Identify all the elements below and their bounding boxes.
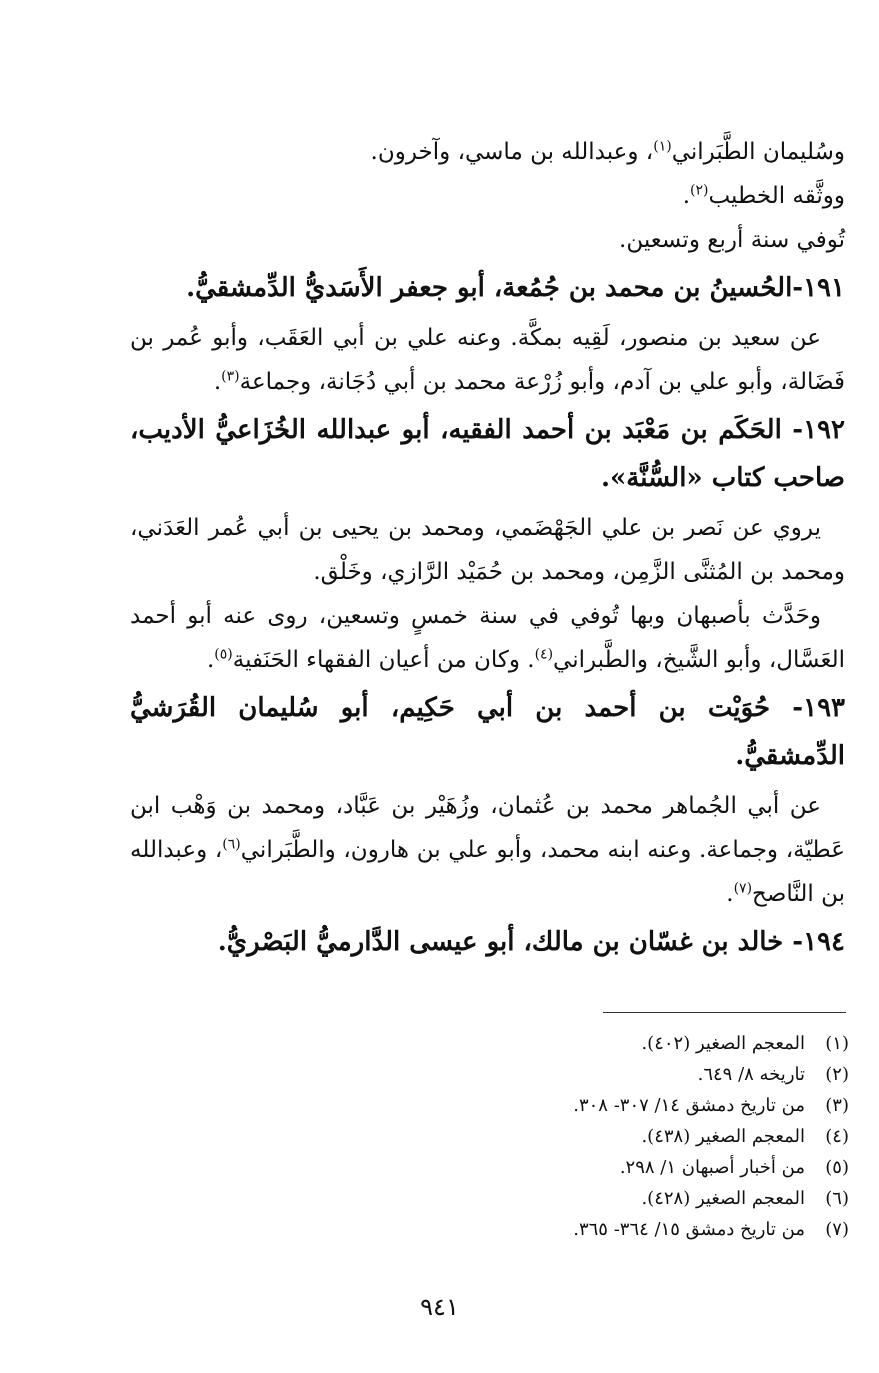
footnote-text: المعجم الصغير (٤٠٢).: [641, 1033, 805, 1054]
footnote-ref: (١): [653, 138, 672, 155]
footnote-text: من أخبار أصبهان ١/ ٢٩٨.: [619, 1157, 805, 1178]
footnote-divider: [603, 1012, 846, 1013]
page-body: [130, 130, 845, 970]
text-run: عن أبي الجُماهر محمد بن عُثمان، وزُهَيْر بن عَبَّاد، ومحمد بن وَهْب ابن عَطيّة، وجماعة. وعنه ابنه محمد، وأبو علي بن هارون، والطَّبَراني: [130, 793, 845, 863]
entry-paragraph-191: [130, 316, 845, 404]
footnote-item: [573, 1121, 849, 1152]
entry-heading-193: ١٩٣- حُوَيْت بن أحمد بن أبي حَكِيم، أبو سُليمان القُرَشيُّ الدِّمشقيُّ.: [130, 693, 846, 771]
text-run: ، وعبدالله بن ماسي، وآخرون.: [370, 139, 654, 165]
footnote-number: (٤): [825, 1126, 849, 1147]
footnote-item: [573, 1090, 849, 1121]
footnote-item: [573, 1028, 849, 1059]
footnote-ref: (٦): [222, 836, 241, 853]
footnote-text: من تاريخ دمشق ١٤/ ٣٠٧- ٣٠٨.: [573, 1095, 805, 1116]
text-run: .: [726, 881, 734, 907]
text-line: [130, 130, 845, 174]
footnote-ref: (٥): [214, 646, 233, 663]
footnote-item: [573, 1214, 849, 1245]
text-line: [130, 218, 845, 262]
footnote-ref: (٣): [221, 368, 240, 385]
text-run: ووثَّقه الخطيب: [708, 183, 845, 209]
entry-paragraph-193: [130, 784, 845, 916]
footnote-ref: (٤): [534, 646, 554, 663]
entry-heading-194: ١٩٤- خالد بن غسّان بن مالك، أبو عيسى الدَّارميُّ البَصْريُّ.: [217, 927, 845, 957]
page-number: ٩٤١: [420, 1293, 459, 1321]
footnote-ref: (٢): [690, 182, 709, 199]
footnote-ref: (٧): [733, 880, 753, 897]
text-run: .: [682, 183, 690, 209]
text-run: تُوفي سنة أربع وتسعين.: [619, 227, 845, 253]
text-run: وحَدَّث بأصبهان وبها تُوفي في سنة خمسٍ وتسعين، روى عنه أبو أحمد العَسَّال، وأبو الشَّيخ، والطَّبراني: [130, 603, 845, 673]
text-run: ، وعبدالله بن النَّاصح: [130, 837, 845, 907]
footnote-number: (٧): [825, 1219, 849, 1240]
footnote-text: المعجم الصغير (٤٢٨).: [641, 1188, 805, 1209]
text-run: .: [206, 647, 215, 673]
footnotes-list: [573, 1028, 849, 1245]
footnote-text: تاريخه ٨/ ٦٤٩.: [697, 1064, 805, 1085]
text-run: وسُليمان الطَّبَراني: [671, 139, 845, 165]
footnote-item: [573, 1183, 849, 1214]
footnote-number: (٥): [825, 1157, 849, 1178]
footnote-number: (٢): [825, 1064, 849, 1085]
footnote-number: (٦): [825, 1188, 849, 1209]
footnote-item: [573, 1152, 849, 1183]
footnote-number: (١): [825, 1033, 849, 1054]
text-run: .: [213, 369, 222, 395]
entry-paragraph-192: يروي عن نَصر بن علي الجَهْضَمي، ومحمد بن يحيى بن أبي عُمر العَدَني، ومحمد بن المُثنَّى الزَّمِن، ومحمد بن حُمَيْد الرَّازي، وخَلْق.: [130, 515, 845, 585]
text-run: . وكان من أعيان الفقهاء الحَنَفية: [232, 647, 535, 673]
entry-paragraph-192b: [130, 594, 845, 682]
footnote-number: (٣): [825, 1095, 849, 1116]
text-run: عن سعيد بن منصور، لَقِيه بمكَّة. وعنه علي بن أبي العَقَب، وأبو عُمر بن فَضَالة، وأبو علي بن آدم، وأبو زُرْعة محمد بن أبي دُجَانة، وجماعة: [130, 325, 845, 395]
footnote-item: [573, 1059, 849, 1090]
entry-heading-192: ١٩٢- الحَكَم بن مَعْبَد بن أحمد الفقيه، أبو عبدالله الخُزَاعيُّ الأديب، صاحب كتاب «السُّنَّة».: [130, 415, 845, 493]
entry-heading-191: ١٩١-الحُسينُ بن محمد بن جُمُعة، أبو جعفر الأَسَديُّ الدِّمشقيُّ.: [186, 273, 845, 303]
footnote-text: المعجم الصغير (٤٣٨).: [641, 1126, 805, 1147]
footnote-text: من تاريخ دمشق ١٥/ ٣٦٤- ٣٦٥.: [573, 1219, 805, 1240]
text-line: [130, 174, 845, 218]
